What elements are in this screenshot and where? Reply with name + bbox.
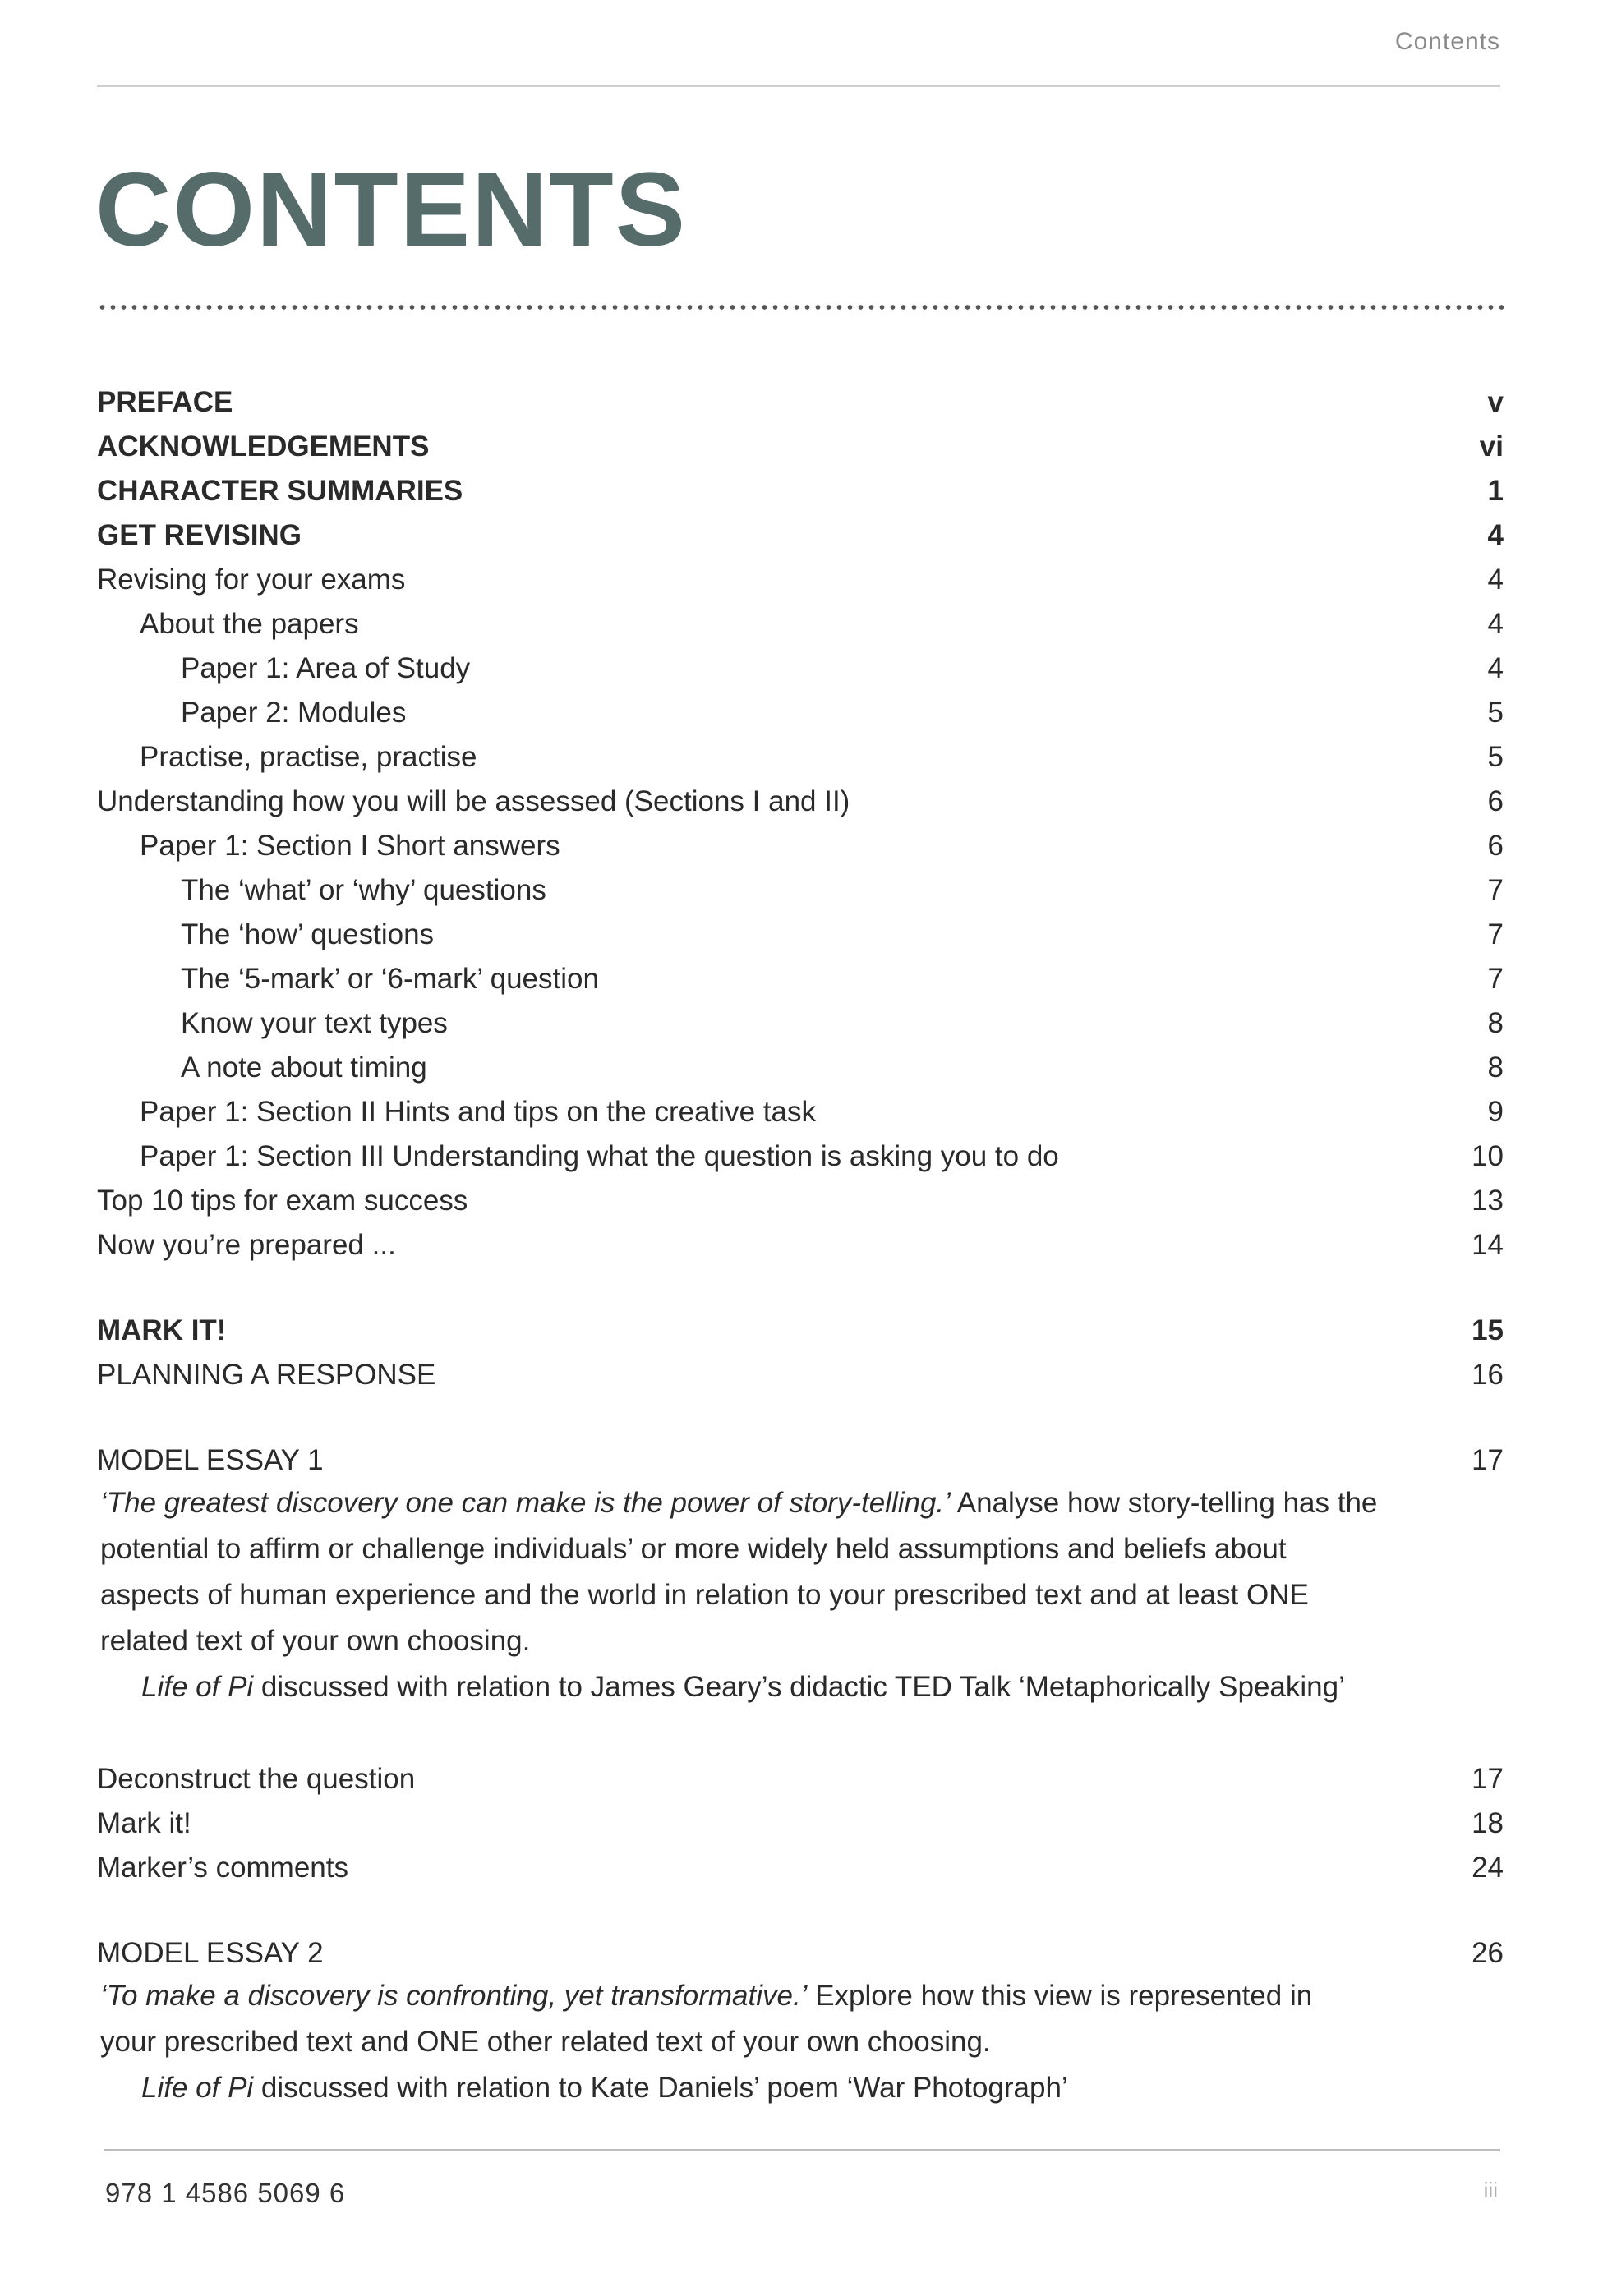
page-number: 4 xyxy=(1487,564,1504,596)
page-number: 4 xyxy=(1487,519,1504,551)
page-number: 5 xyxy=(1487,741,1504,773)
page-number: 6 xyxy=(1487,785,1504,817)
page-number: 13 xyxy=(1472,1185,1504,1217)
top-rule xyxy=(97,85,1500,87)
page-number: 7 xyxy=(1487,963,1504,995)
isbn: 978 1 4586 5069 6 xyxy=(105,2178,346,2208)
page-number: 4 xyxy=(1487,608,1504,640)
page-number: 7 xyxy=(1487,874,1504,906)
page-number: 7 xyxy=(1487,918,1504,950)
page-number: 17 xyxy=(1472,1444,1504,1476)
page-number: 17 xyxy=(1472,1763,1504,1795)
page-number: 4 xyxy=(1487,652,1504,684)
page-number: 8 xyxy=(1487,1051,1504,1084)
bottom-rule xyxy=(104,2149,1500,2151)
dotted-divider xyxy=(97,304,1504,311)
page-number: 10 xyxy=(1472,1140,1504,1172)
essay-2-texts: Life of Pi discussed with relation to Kate Daniels’ poem ‘War Photograph’ xyxy=(141,2072,1068,2104)
page-number: v xyxy=(1487,386,1504,418)
page-number: 9 xyxy=(1487,1096,1504,1128)
essay-1-question: ‘The greatest discovery one can make is the power of story-telling.’ Analyse how story-telling has the potential to affirm or challenge individuals’ or more widely held assumptions and beliefs about aspects of human experience and the world in relation to your prescribed text and at least ONE related text of your own choosing. xyxy=(100,1487,1378,1657)
page-number: 8 xyxy=(1487,1007,1504,1039)
page-number: 14 xyxy=(1472,1229,1504,1261)
page-title: CONTENTS xyxy=(95,151,687,269)
essay-2-question: ‘To make a discovery is confronting, yet transformative.’ Explore how this view is represented in your prescribed text and ONE other related text of your own choosing. xyxy=(100,1980,1313,2058)
page-number: 15 xyxy=(1472,1314,1504,1346)
page-number: 26 xyxy=(1472,1937,1504,1969)
page-number: 24 xyxy=(1472,1852,1504,1884)
page-folio: iii xyxy=(1483,2178,1498,2202)
essay-1-texts: Life of Pi discussed with relation to James Geary’s didactic TED Talk ‘Metaphorically Speaking’ xyxy=(141,1671,1345,1703)
page-number: vi xyxy=(1479,430,1504,462)
page-number: 18 xyxy=(1472,1807,1504,1839)
page-number: 1 xyxy=(1487,475,1504,507)
page-number: 16 xyxy=(1472,1359,1504,1391)
running-head: Contents xyxy=(1394,28,1500,55)
page-number: 5 xyxy=(1487,697,1504,729)
page-number: 6 xyxy=(1487,830,1504,862)
